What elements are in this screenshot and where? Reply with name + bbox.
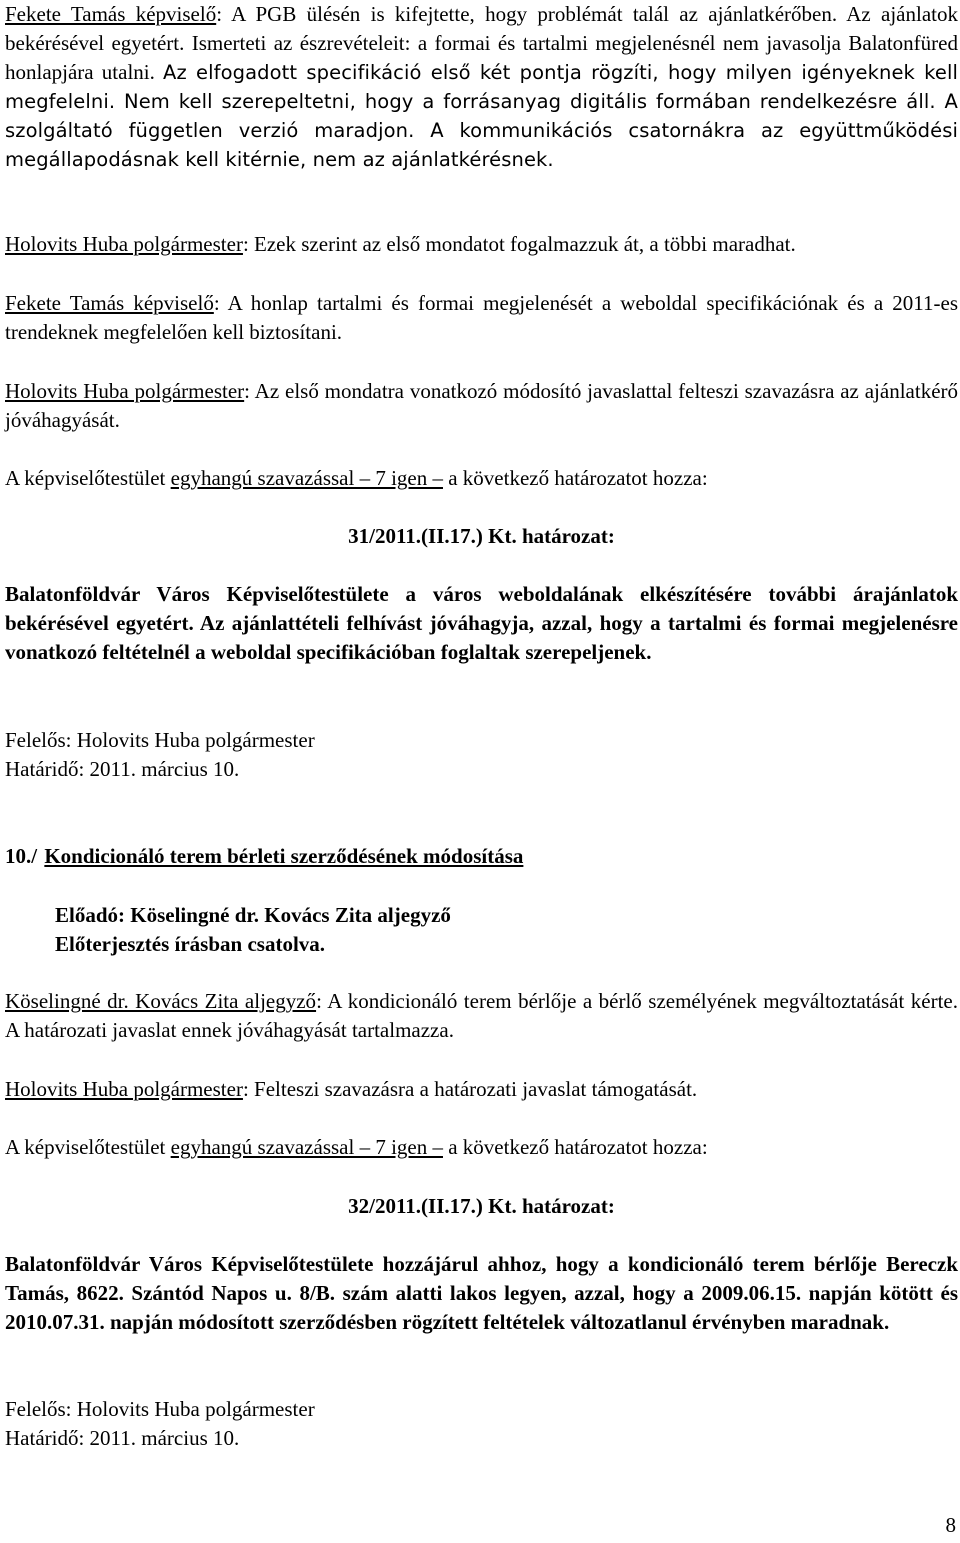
speaker-name: Holovits Huba polgármester — [5, 232, 243, 256]
section-attachment-note: Előterjesztés írásban csatolva. — [55, 932, 326, 956]
vote-result: egyhangú szavazással – 7 igen – — [170, 1135, 443, 1159]
vote-pre: A képviselőtestület — [5, 466, 171, 490]
vote-statement — [5, 464, 958, 493]
speaker-name: Köselingné dr. Kovács Zita aljegyző — [5, 989, 317, 1013]
section-heading — [5, 842, 958, 871]
section-presenter: Előadó: Köselingné dr. Kovács Zita aljegyző — [55, 903, 451, 927]
speaker-name: Holovits Huba polgármester — [5, 1077, 243, 1101]
vote-pre: A képviselőtestület — [5, 1135, 171, 1159]
paragraph-fekete-2 — [5, 289, 958, 347]
resolution-text: Balatonföldvár Város Képviselőtestülete a város weboldalának elkészítésére további árajánlatok bekérésével egyetért. Az ajánlattételi felhívást jóváhagyja, azzal, hogy a tartalmi és formai megjelenésre vonatkozó feltételnél a weboldal specifikációban foglaltak szerepeljenek. — [5, 582, 958, 664]
paragraph-fekete-1 — [5, 0, 958, 174]
page-number: 8 — [945, 1513, 956, 1537]
resolution-text: Balatonföldvár Város Képviselőtestülete hozzájárul ahhoz, hogy a kondicionáló terem bérlője Bereczk Tamás, 8622. Szántód Napos u. 8/B. szám alatti lakos legyen, azzal, hogy a 2009.06.15. napján kötött és 2010.07.31. napján módosított szerződésben rögzített feltételek változatlanul érvényben maradnak. — [5, 1252, 958, 1334]
paragraph-text: : A kondicionáló terem bérlője a bérlő személyének megváltoztatását kérte. A határozati javaslat ennek jóváhagyását tartalmazza. — [5, 989, 958, 1042]
resolution-deadline: Határidő: 2011. március 10. — [5, 757, 240, 781]
paragraph-text: : A PGB ülésén is kifejtette, hogy problémát talál az ajánlatkérőben. Az ajánlatok bekérésével egyetért. Ismerteti az észrevételeit: a formai és tartalmi megjelenésnél nem javasolja Balatonfüred honlapjára utalni. — [5, 2, 958, 84]
section-title: Kondicionáló terem bérleti szerződésének módosítása — [44, 844, 524, 868]
vote-result: egyhangú szavazással – 7 igen – — [170, 466, 443, 490]
resolution-deadline: Határidő: 2011. március 10. — [5, 1426, 240, 1450]
speaker-name: Fekete Tamás képviselő — [5, 291, 214, 315]
vote-statement — [5, 1133, 958, 1162]
paragraph-text: : A honlap tartalmi és formai megjelenését a weboldal specifikációnak és a 2011-es trendeknek megfelelően kell biztosítani. — [5, 291, 959, 344]
paragraph-holovits-2 — [5, 377, 958, 435]
vote-post: a következő határozatot hozza: — [442, 466, 708, 490]
speaker-name: Fekete Tamás képviselő — [5, 2, 217, 26]
resolution-title: 31/2011.(II.17.) Kt. határozat: — [348, 524, 615, 548]
paragraph-koselingne — [5, 987, 958, 1045]
resolution-responsible: Felelős: Holovits Huba polgármester — [5, 1397, 315, 1421]
resolution-responsible: Felelős: Holovits Huba polgármester — [5, 728, 315, 752]
paragraph-holovits-3 — [5, 1075, 958, 1104]
paragraph-text: : Ezek szerint az első mondatot fogalmazzuk át, a többi maradhat. — [242, 232, 796, 256]
paragraph-text: : Felteszi szavazásra a határozati javaslat támogatását. — [242, 1077, 698, 1101]
resolution-title: 32/2011.(II.17.) Kt. határozat: — [348, 1194, 615, 1218]
paragraph-holovits-1 — [5, 230, 958, 259]
paragraph-text-continued: Az elfogadott specifikáció első két pontja rögzíti, hogy milyen igényeknek kell megfelelni. Nem kell szerepeltetni, hogy a forrásanyag digitális formában rendelkezésre áll. A szolgáltató független verzió maradjon. A kommunikációs csatornákra az együttműködési megállapodásnak kell kitérnie, nem az ajánlatkérésnek. — [5, 61, 958, 171]
paragraph-text: : Az első mondatra vonatkozó módosító javaslattal felteszi szavazásra az ajánlatkérő jóváhagyását. — [5, 379, 959, 432]
vote-post: a következő határozatot hozza: — [442, 1135, 708, 1159]
speaker-name: Holovits Huba polgármester — [5, 379, 245, 403]
section-number: 10./ — [5, 844, 38, 868]
